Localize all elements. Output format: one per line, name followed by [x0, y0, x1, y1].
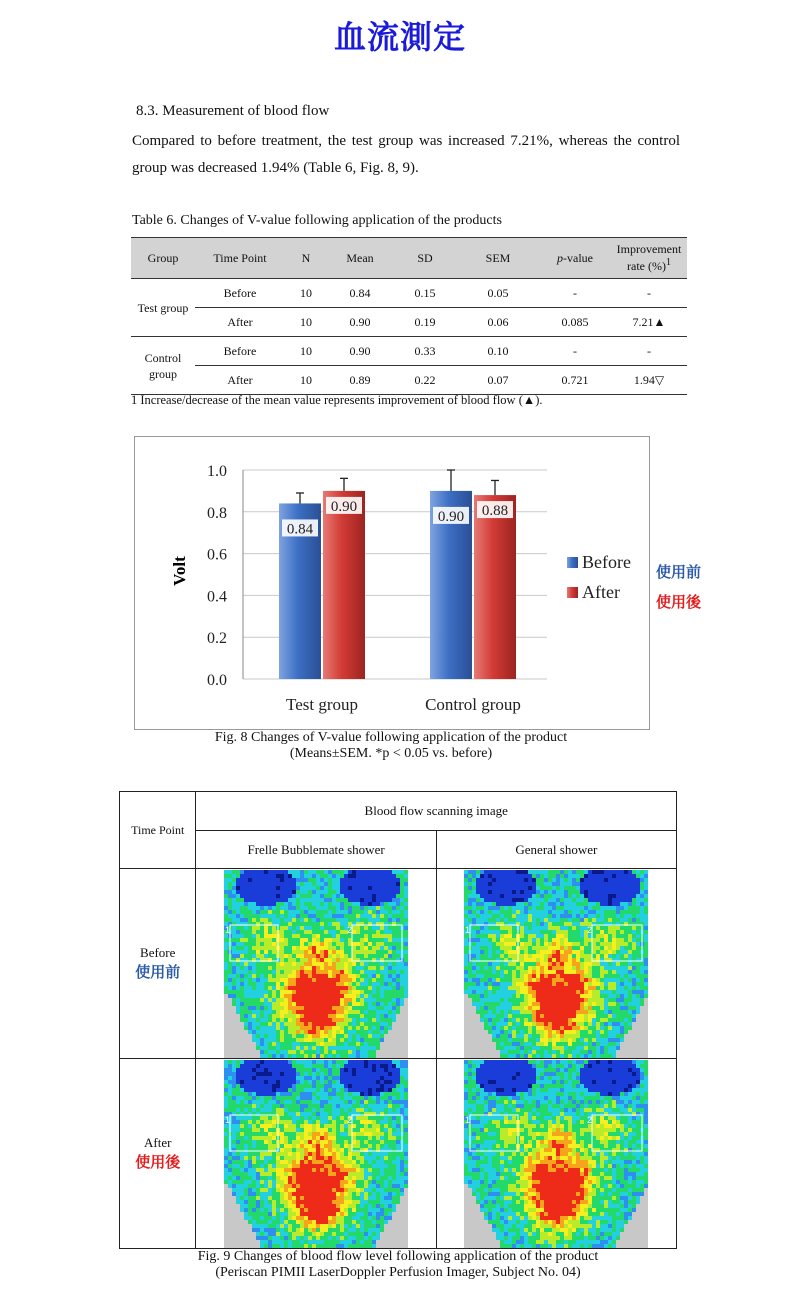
row-before-label: Before	[140, 945, 176, 960]
cell-n: 10	[285, 366, 327, 395]
bar-after	[474, 495, 516, 679]
header-improvement-rate: Improvement rate (%)$^1$	[611, 238, 687, 279]
cell-rate: -	[611, 337, 687, 366]
legend-swatch-after	[567, 587, 578, 598]
row-label-before	[120, 869, 196, 1059]
roi-label: 1	[225, 1114, 231, 1125]
cell-sd: 0.22	[393, 366, 457, 395]
page-title: 血流測定	[333, 18, 466, 56]
scan-cell	[436, 869, 676, 1059]
column-frelle: Frelle Bubblemate shower	[196, 831, 436, 869]
x-category-label: Control group	[425, 695, 521, 714]
table-row	[120, 869, 677, 1059]
y-axis-label: Volt	[170, 556, 189, 586]
legend-swatch-before	[567, 557, 578, 568]
cell-time: Before	[195, 337, 285, 366]
roi-label: 2	[587, 1114, 593, 1125]
cell-mean: 0.90	[327, 337, 393, 366]
group-test: Test group	[131, 279, 195, 337]
cell-mean: 0.84	[327, 279, 393, 308]
row-after-label-jp: 使用後	[135, 1153, 181, 1171]
table6	[131, 237, 687, 395]
cell-p: 0.721	[539, 366, 611, 395]
scan-cell	[196, 1059, 436, 1249]
header-sd: SD	[393, 238, 457, 279]
table9-header-row	[120, 792, 677, 831]
legend-jp-after: 使用後	[656, 593, 702, 611]
table6-header-row	[131, 238, 687, 279]
blood-flow-scan-image	[464, 870, 648, 1058]
cell-sd: 0.33	[393, 337, 457, 366]
cell-p: -	[539, 279, 611, 308]
y-tick-label: 0.8	[207, 504, 227, 522]
fig8-bar-chart	[135, 437, 649, 729]
cell-sem: 0.10	[457, 337, 539, 366]
group-control: Control group	[131, 337, 195, 395]
table-row	[131, 308, 687, 337]
roi-label: 1	[225, 924, 231, 935]
data-label: 0.90	[437, 508, 465, 525]
header-blood-flow-image: Blood flow scanning image	[196, 792, 677, 831]
cell-n: 10	[285, 337, 327, 366]
cell-time: Before	[195, 279, 285, 308]
y-tick-label: 1.0	[207, 463, 227, 480]
cell-time: After	[195, 308, 285, 337]
fig8-caption-line2: (Means±SEM. *p < 0.05 vs. before)	[289, 746, 493, 761]
data-label: 0.84	[286, 521, 314, 538]
scan-heatmap	[464, 1060, 648, 1248]
header-time-point: Time Point	[195, 238, 285, 279]
scan-heatmap	[464, 870, 648, 1058]
table-row	[131, 337, 687, 366]
scan-cell	[436, 1059, 676, 1249]
summary-paragraph: Compared to before treatment, the test group was increased 7.21%, whereas the control group was decreased 1.94% (Table 6, Fig. 8, 9).	[132, 133, 680, 176]
cell-rate: 7.21▲	[611, 308, 687, 337]
cell-n: 10	[285, 308, 327, 337]
row-after-label: After	[144, 1135, 172, 1150]
scan-heatmap	[224, 1060, 408, 1248]
cell-sem: 0.05	[457, 279, 539, 308]
cell-sem: 0.06	[457, 308, 539, 337]
header-time-point: Time Point	[120, 792, 196, 869]
cell-rate: -	[611, 279, 687, 308]
row-label-after	[120, 1059, 196, 1249]
scan-cell	[196, 869, 436, 1059]
column-general: General shower	[436, 831, 676, 869]
data-label: 0.90	[330, 498, 358, 515]
fig9-caption-line2: (Periscan PIMII LaserDoppler Perfusion Imager, Subject No. 04)	[215, 1265, 581, 1280]
blood-flow-scan-image	[224, 1060, 408, 1248]
y-tick-label: 0.0	[207, 672, 227, 689]
cell-sd: 0.19	[393, 308, 457, 337]
table-row	[120, 1059, 677, 1249]
y-tick-label: 0.4	[207, 588, 227, 606]
cell-time: After	[195, 366, 285, 395]
cell-mean: 0.90	[327, 308, 393, 337]
roi-label: 2	[347, 1114, 353, 1125]
legend-jp-before: 使用前	[656, 563, 702, 581]
cell-mean: 0.89	[327, 366, 393, 395]
table-row	[131, 279, 687, 308]
data-label: 0.88	[481, 503, 509, 520]
bar-after	[323, 491, 365, 679]
legend-label-before: Before	[582, 552, 631, 572]
header-p-value: p-value	[539, 238, 611, 279]
roi-label: 1	[465, 1114, 471, 1125]
table6-footnote: 1 Increase/decrease of the mean value represents improvement of blood flow (▲).	[131, 393, 543, 407]
header-group: Group	[131, 238, 195, 279]
y-tick-label: 0.2	[207, 630, 227, 648]
header-mean: Mean	[327, 238, 393, 279]
cell-p: 0.085	[539, 308, 611, 337]
fig8-chart-frame	[134, 436, 650, 730]
blood-flow-scan-image	[224, 870, 408, 1058]
table9	[119, 791, 677, 1249]
cell-p: -	[539, 337, 611, 366]
cell-sd: 0.15	[393, 279, 457, 308]
roi-label: 2	[587, 924, 593, 935]
section-heading: 8.3. Measurement of blood flow	[136, 103, 330, 119]
fig9-caption-line1: Fig. 9 Changes of blood flow level following application of the product	[197, 1249, 599, 1264]
header-n: N	[285, 238, 327, 279]
fig9-caption	[119, 1249, 677, 1281]
table6-caption: Table 6. Changes of V-value following application of the products	[132, 213, 502, 228]
roi-label: 1	[465, 924, 471, 935]
header-sem: SEM	[457, 238, 539, 279]
legend-label-after: After	[582, 582, 620, 602]
y-tick-label: 0.6	[207, 546, 227, 564]
scan-heatmap	[224, 870, 408, 1058]
table-row	[131, 366, 687, 395]
roi-label: 2	[347, 924, 353, 935]
cell-n: 10	[285, 279, 327, 308]
cell-sem: 0.07	[457, 366, 539, 395]
blood-flow-scan-image	[464, 1060, 648, 1248]
cell-rate: 1.94▽	[611, 366, 687, 395]
fig8-caption-line1: Fig. 8 Changes of V-value following application of the product	[214, 730, 568, 745]
fig8-caption	[134, 730, 648, 762]
row-before-label-jp: 使用前	[135, 963, 181, 981]
table9-subheader-row	[120, 831, 677, 869]
x-category-label: Test group	[286, 695, 358, 714]
